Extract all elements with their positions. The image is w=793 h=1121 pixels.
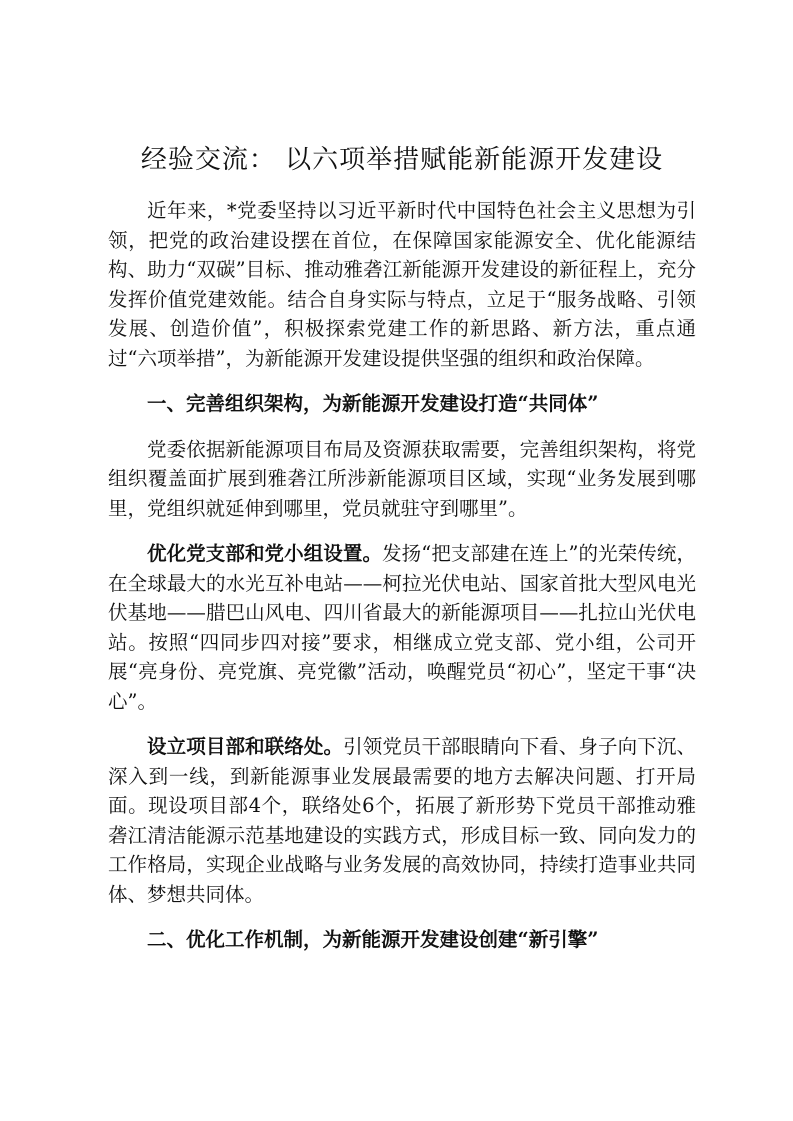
intro-paragraph: 近年来，*党委坚持以习近平新时代中国特色社会主义思想为引领，把党的政治建设摆在首位，在保障国家能源安全、优化能源结构、助力“双碳”目标、推动雅砻江新能源开发建设的新征程上，充分发挥价值党建效能。结合自身实际与特点，立足于“服务战略、引领发展、创造价值”，积极探索党建工作的新思路、新方法，重点通过“六项举措”，为新能源开发建设提供坚强的组织和政治保障。 — [108, 199, 696, 370]
item-2-text: 引领党员干部眼睛向下看、身子向下沉、深入到一线，到新能源事业发展最需要的地方去解决问题、打开局面。现设项目部4个，联络处6个，拓展了新形势下党员干部推动雅砻江清洁能源示范基地建设的实践方式，形成目标一致、同向发力的工作格局，实现企业战略与业务发展的高效协同，持续打造事业共同体、梦想共同体。 — [108, 735, 696, 906]
section-1-item-1 — [108, 539, 696, 716]
section-2-heading: 二、优化工作机制，为新能源开发建设创建“新引擎” — [147, 928, 599, 951]
section-1-body: 党委依据新能源项目布局及资源获取需要，完善组织架构，将党组织覆盖面扩展到雅砻江所涉新能源项目区域，实现“业务发展到哪里，党组织就延伸到哪里，党员就驻守到哪里”。 — [108, 437, 696, 520]
section-1-item-2 — [108, 732, 696, 909]
document-page — [108, 138, 696, 971]
document-title: 经验交流： 以六项举措赋能新能源开发建设 — [140, 145, 664, 175]
item-2-lead: 设立项目部和联络处。 — [147, 735, 344, 758]
section-1-heading: 一、完善组织架构，为新能源开发建设打造“共同体” — [147, 392, 599, 415]
item-1-lead: 优化党支部和党小组设置。 — [147, 542, 383, 565]
item-1-text: 发扬“把支部建在连上”的光荣传统，在全球最大的水光互补电站——柯拉光伏电站、国家首批大型风电光伏基地——腊巴山风电、四川省最大的新能源项目——扎拉山光伏电站。按照“四同步四对接”要求，相继成立党支部、党小组，公司开展“亮身份、亮党旗、亮党徽”活动，唤醒党员“初心”，坚定干事“决心”。 — [108, 542, 696, 713]
